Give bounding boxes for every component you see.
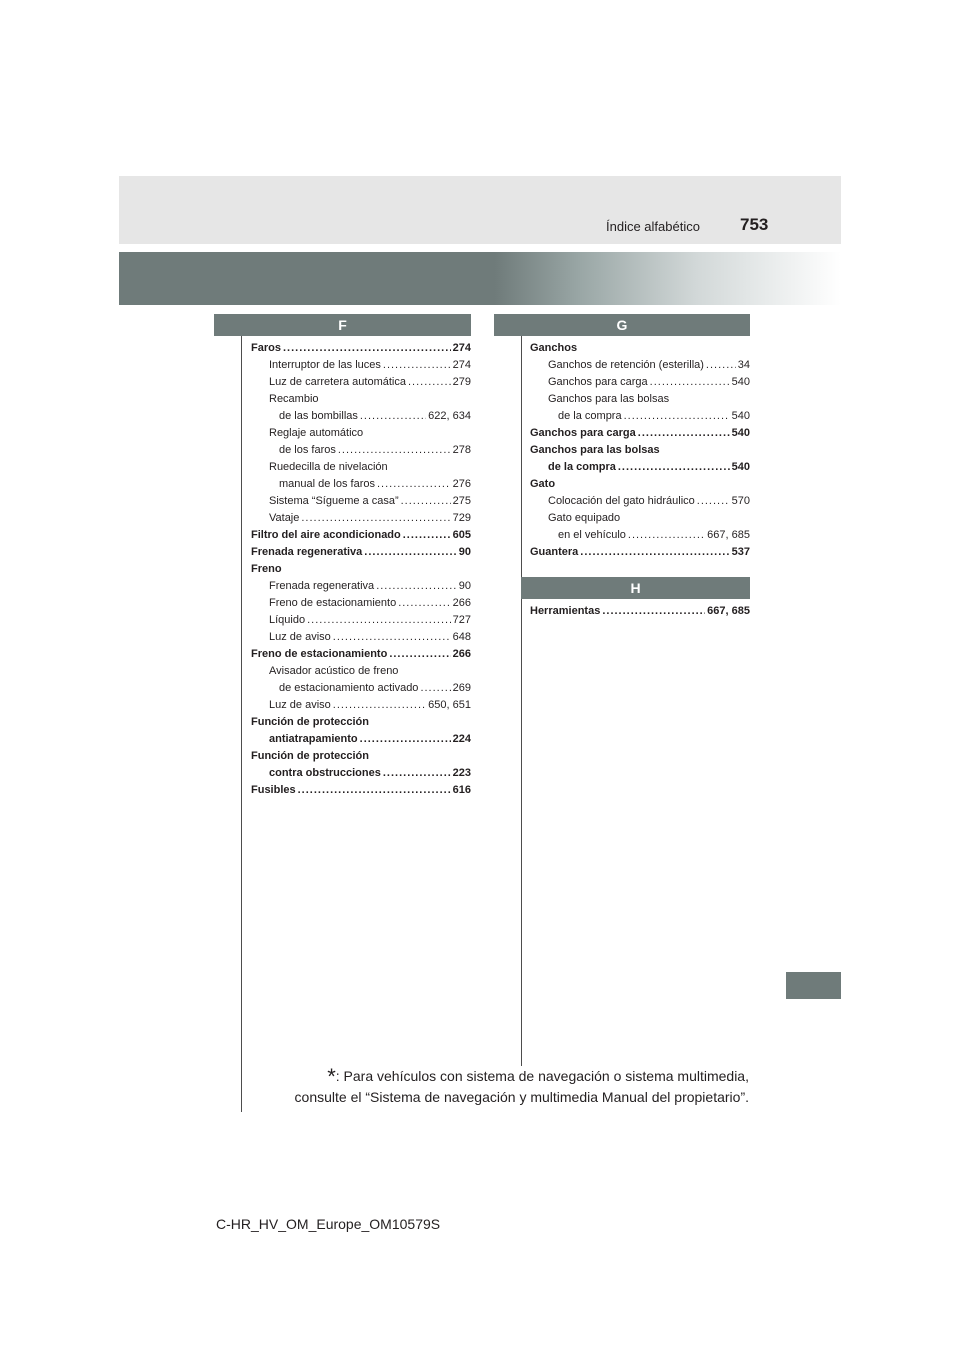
index-entry-term: Función de protección bbox=[251, 750, 369, 762]
decorative-band bbox=[119, 252, 841, 305]
index-entry-page: 622, 634 bbox=[428, 410, 471, 422]
index-entry-term: en el vehículo bbox=[558, 529, 626, 541]
index-entry-page: 537 bbox=[731, 546, 750, 558]
index-entry-page: 540 bbox=[731, 376, 750, 388]
index-entry-page: 266 bbox=[452, 648, 471, 660]
index-entry bbox=[251, 663, 471, 680]
index-entry bbox=[251, 697, 471, 714]
index-entry-page: 570 bbox=[731, 495, 750, 507]
index-entry-term: de los faros bbox=[279, 444, 336, 456]
index-entry bbox=[530, 408, 750, 425]
letter-heading-g: G bbox=[494, 314, 750, 336]
index-entry-term: Interruptor de las luces bbox=[269, 359, 381, 371]
dot-leader bbox=[377, 476, 451, 493]
index-entry bbox=[251, 527, 471, 544]
index-list-g bbox=[530, 340, 750, 561]
index-entry-term: contra obstrucciones bbox=[269, 767, 381, 779]
index-entry-term: Ganchos bbox=[530, 342, 578, 354]
index-entry bbox=[251, 629, 471, 646]
index-entry bbox=[251, 340, 471, 357]
index-entry-page: 90 bbox=[458, 580, 471, 592]
index-entry-term: de estacionamiento activado bbox=[279, 682, 419, 694]
dot-leader bbox=[338, 442, 451, 459]
index-entry bbox=[530, 391, 750, 408]
index-entry-term: Reglaje automático bbox=[269, 427, 364, 439]
index-entry-page: 276 bbox=[452, 478, 471, 490]
index-entry-term: Faros bbox=[251, 342, 281, 354]
index-entry-page: 650, 651 bbox=[428, 699, 471, 711]
document-code: C-HR_HV_OM_Europe_OM10579S bbox=[216, 1216, 441, 1232]
footnote-line-2: consulte el “Sistema de navegación y multimedia Manual del propietario”. bbox=[294, 1089, 749, 1105]
footnote-line-1 bbox=[295, 1066, 749, 1087]
index-entry-term: de la compra bbox=[548, 461, 616, 473]
dot-leader bbox=[650, 374, 730, 391]
index-entry-term: Gato bbox=[530, 478, 556, 490]
dot-leader bbox=[420, 680, 450, 697]
footnote bbox=[295, 1066, 749, 1107]
index-entry-term: Avisador acústico de freno bbox=[269, 665, 399, 677]
index-entry-term: antiatrapamiento bbox=[269, 733, 358, 745]
index-entry bbox=[251, 408, 471, 425]
index-entry bbox=[251, 425, 471, 442]
dot-leader bbox=[333, 629, 451, 646]
index-entry-term: Luz de aviso bbox=[269, 699, 331, 711]
index-entry bbox=[251, 442, 471, 459]
index-entry bbox=[251, 476, 471, 493]
index-entry bbox=[251, 595, 471, 612]
dot-leader bbox=[618, 459, 730, 476]
index-entry-page: 278 bbox=[452, 444, 471, 456]
index-entry-term: Ruedecilla de nivelación bbox=[269, 461, 388, 473]
dot-leader bbox=[398, 595, 450, 612]
dot-leader bbox=[624, 408, 730, 425]
index-entry-term: Luz de carretera automática bbox=[269, 376, 406, 388]
dot-leader bbox=[301, 510, 450, 527]
page-number: 753 bbox=[740, 215, 769, 234]
dot-leader bbox=[283, 340, 451, 357]
letter-heading-f: F bbox=[214, 314, 471, 336]
dot-leader bbox=[383, 357, 451, 374]
dot-leader bbox=[383, 765, 451, 782]
index-entry bbox=[251, 612, 471, 629]
index-entry-term: Vataje bbox=[269, 512, 300, 524]
index-entry-page: 540 bbox=[731, 410, 750, 422]
index-entry bbox=[530, 510, 750, 527]
index-entry-term: Luz de aviso bbox=[269, 631, 331, 643]
index-entry bbox=[251, 357, 471, 374]
index-entry-page: 224 bbox=[452, 733, 471, 745]
index-entry-term: Recambio bbox=[269, 393, 319, 405]
index-entry bbox=[251, 561, 471, 578]
index-entry-term: Freno bbox=[251, 563, 282, 575]
index-entry-page: 274 bbox=[452, 359, 471, 371]
dot-leader bbox=[298, 782, 451, 799]
dot-leader bbox=[697, 493, 730, 510]
index-entry-page: 90 bbox=[458, 546, 471, 558]
index-entry bbox=[530, 493, 750, 510]
index-entry-page: 274 bbox=[452, 342, 471, 354]
index-entry-page: 540 bbox=[731, 461, 750, 473]
dot-leader bbox=[628, 527, 705, 544]
index-entry bbox=[251, 391, 471, 408]
dot-leader bbox=[408, 374, 451, 391]
index-entry-page: 266 bbox=[452, 597, 471, 609]
index-entry bbox=[251, 493, 471, 510]
dot-leader bbox=[602, 603, 705, 620]
index-entry-term: Ganchos para carga bbox=[548, 376, 648, 388]
index-entry bbox=[251, 578, 471, 595]
index-entry-page: 269 bbox=[452, 682, 471, 694]
dot-leader bbox=[376, 578, 457, 595]
index-entry bbox=[251, 544, 471, 561]
section-title: Índice alfabético bbox=[606, 219, 700, 234]
index-entry bbox=[530, 340, 750, 357]
index-entry-page: 667, 685 bbox=[707, 529, 750, 541]
index-entry bbox=[251, 510, 471, 527]
dot-leader bbox=[403, 527, 451, 544]
dot-leader bbox=[360, 408, 426, 425]
index-entry-term: Frenada regenerativa bbox=[269, 580, 375, 592]
index-entry-page: 223 bbox=[452, 767, 471, 779]
dot-leader bbox=[333, 697, 426, 714]
index-entry-term: Freno de estacionamiento bbox=[251, 648, 388, 660]
index-entry-term: Líquido bbox=[269, 614, 306, 626]
index-entry bbox=[251, 374, 471, 391]
dot-leader bbox=[580, 544, 729, 561]
index-entry-page: 279 bbox=[452, 376, 471, 388]
index-list-h bbox=[530, 603, 750, 620]
index-entry-term: Freno de estacionamiento bbox=[269, 597, 397, 609]
index-entry bbox=[251, 714, 471, 731]
index-entry-page: 727 bbox=[452, 614, 471, 626]
index-entry-page: 605 bbox=[452, 529, 471, 541]
dot-leader bbox=[360, 731, 451, 748]
dot-leader bbox=[706, 357, 736, 374]
index-entry-page: 667, 685 bbox=[707, 605, 750, 617]
index-entry-term: Ganchos para las bolsas bbox=[530, 444, 660, 456]
column-divider-left bbox=[241, 314, 242, 1112]
index-entry bbox=[530, 603, 750, 620]
index-entry-term: de las bombillas bbox=[279, 410, 358, 422]
index-entry bbox=[251, 680, 471, 697]
index-entry-term: Fusibles bbox=[251, 784, 296, 796]
letter-heading-h: H bbox=[521, 577, 750, 599]
index-entry bbox=[530, 527, 750, 544]
index-entry bbox=[530, 425, 750, 442]
header-bar bbox=[119, 176, 841, 244]
dot-leader bbox=[307, 612, 451, 629]
chapter-tab bbox=[786, 972, 841, 999]
index-entry-term: Herramientas bbox=[530, 605, 601, 617]
index-entry-term: Filtro del aire acondicionado bbox=[251, 529, 401, 541]
index-entry bbox=[530, 544, 750, 561]
footnote-text-1: : Para vehículos con sistema de navegación o sistema multimedia, bbox=[335, 1068, 749, 1084]
index-entry-page: 34 bbox=[737, 359, 750, 371]
index-entry-term: Ganchos para carga bbox=[530, 427, 636, 439]
index-entry bbox=[530, 459, 750, 476]
index-entry-term: Gato equipado bbox=[548, 512, 621, 524]
index-entry bbox=[251, 646, 471, 663]
index-entry-term: Guantera bbox=[530, 546, 579, 558]
dot-leader bbox=[364, 544, 456, 561]
dot-leader bbox=[389, 646, 450, 663]
index-entry bbox=[251, 748, 471, 765]
index-entry-term: Función de protección bbox=[251, 716, 369, 728]
index-entry-term: Colocación del gato hidráulico bbox=[548, 495, 695, 507]
index-entry bbox=[530, 357, 750, 374]
footnote-mark: * bbox=[327, 1064, 336, 1089]
index-entry-term: manual de los faros bbox=[279, 478, 375, 490]
index-list-f bbox=[251, 340, 471, 799]
dot-leader bbox=[638, 425, 730, 442]
index-entry-term: Ganchos de retención (esterilla) bbox=[548, 359, 704, 371]
index-entry-term: Frenada regenerativa bbox=[251, 546, 363, 558]
index-entry bbox=[530, 374, 750, 391]
index-entry bbox=[251, 765, 471, 782]
index-entry-term: Sistema “Sígueme a casa” bbox=[269, 495, 399, 507]
dot-leader bbox=[401, 493, 451, 510]
index-entry-page: 729 bbox=[452, 512, 471, 524]
index-entry-page: 616 bbox=[452, 784, 471, 796]
index-entry bbox=[251, 731, 471, 748]
index-entry-term: de la compra bbox=[558, 410, 622, 422]
index-entry bbox=[251, 459, 471, 476]
index-entry bbox=[251, 782, 471, 799]
index-entry bbox=[530, 476, 750, 493]
index-entry-term: Ganchos para las bolsas bbox=[548, 393, 670, 405]
column-divider-middle bbox=[521, 314, 522, 1066]
index-entry-page: 540 bbox=[731, 427, 750, 439]
index-entry-page: 648 bbox=[452, 631, 471, 643]
index-entry bbox=[530, 442, 750, 459]
index-entry-page: 275 bbox=[452, 495, 471, 507]
